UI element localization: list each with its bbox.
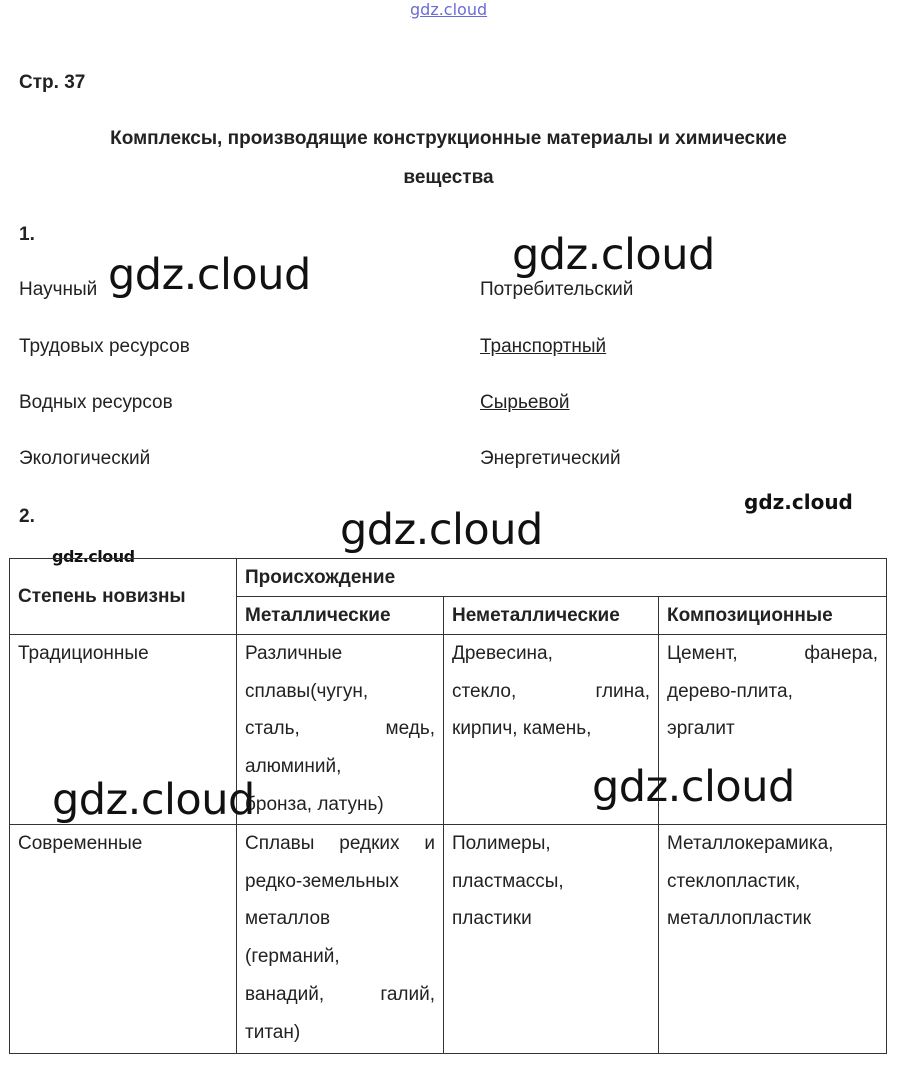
nonmetal-cell: Древесина, стекло, глина, кирпич, камень, <box>444 635 659 825</box>
nonmetal-cell: Полимеры, пластмассы, пластики <box>444 825 659 1054</box>
watermark: gdz.cloud <box>592 762 795 812</box>
complex-item: Потребительский <box>480 279 634 300</box>
task-number: 1. <box>19 224 35 245</box>
watermark: gdz.cloud <box>108 250 311 300</box>
watermark: gdz.cloud <box>512 230 715 280</box>
watermark: gdz.cloud <box>410 0 488 19</box>
row-label: Традиционные <box>10 635 237 825</box>
watermark: gdz.cloud <box>52 775 255 825</box>
complex-item: Трудовых ресурсов <box>19 336 190 357</box>
page-number: Стр. 37 <box>19 72 86 93</box>
watermark: gdz.cloud <box>340 505 543 555</box>
column-header-composite: Композиционные <box>659 597 887 635</box>
task-number: 2. <box>19 506 35 527</box>
composite-cell: Цемент, фанера, дерево-плита, эргалит <box>659 635 887 825</box>
page-title: Комплексы, производящие конструкционные материалы и химические <box>110 128 787 149</box>
complex-item: Водных ресурсов <box>19 392 173 413</box>
complex-item: Экологический <box>19 448 151 469</box>
column-header-metal: Металлические <box>237 597 444 635</box>
column-header-nonmetal: Неметаллические <box>444 597 659 635</box>
table-row <box>10 825 887 1054</box>
origin-header: Происхождение <box>237 559 887 597</box>
complex-item-underlined: Сырьевой <box>480 392 570 413</box>
complex-item-underlined: Транспортный <box>480 336 607 357</box>
metal-cell: Сплавы редких и редко-земельных металлов (германий, ванадий, галий, титан) <box>237 825 444 1054</box>
metal-cell: Различные сплавы(чугун, сталь, медь, алюминий, бронза, латунь) <box>237 635 444 825</box>
complex-item: Научный <box>19 279 98 300</box>
watermark: gdz.cloud <box>52 547 135 566</box>
row-label: Современные <box>10 825 237 1054</box>
composite-cell: Металлокерамика, стеклопластик, металлопластик <box>659 825 887 1054</box>
page-title-continued: вещества <box>403 167 494 188</box>
complex-item: Энергетический <box>480 448 621 469</box>
watermark: gdz.cloud <box>744 490 853 514</box>
novelty-header: Степень новизны <box>10 559 237 635</box>
